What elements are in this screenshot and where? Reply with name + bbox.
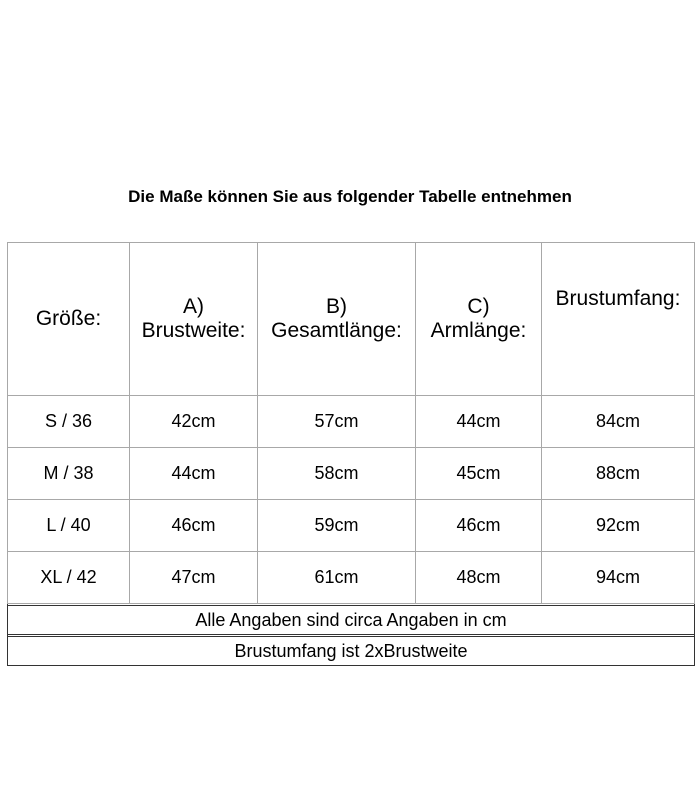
- cell-armlaenge: 44cm: [416, 396, 542, 448]
- cell-brustweite: 47cm: [130, 552, 258, 604]
- header-armlaenge: [416, 243, 542, 396]
- header-size: [8, 243, 130, 396]
- cell-brustumfang: 92cm: [542, 500, 695, 552]
- page-title: Die Maße können Sie aus folgender Tabelle entnehmen: [128, 187, 572, 206]
- cell-brustweite: 42cm: [130, 396, 258, 448]
- cell-size: M / 38: [8, 448, 130, 500]
- header-gesamtlaenge-prefix: B): [326, 295, 347, 318]
- header-armlaenge-label: Armlänge:: [430, 319, 527, 342]
- cell-armlaenge: 45cm: [416, 448, 542, 500]
- cell-brustumfang: 94cm: [542, 552, 695, 604]
- header-size-label: Größe:: [35, 307, 102, 330]
- cell-brustweite: 44cm: [130, 448, 258, 500]
- cell-size: XL / 42: [8, 552, 130, 604]
- table-header-row: [8, 243, 695, 396]
- header-brustweite-prefix: A): [183, 295, 204, 318]
- note-approx-values: Alle Angaben sind circa Angaben in cm: [8, 606, 695, 635]
- header-brustumfang-label: Brustumfang:: [555, 287, 681, 310]
- header-gesamtlaenge: [258, 243, 416, 396]
- table-row: [8, 396, 695, 448]
- header-armlaenge-prefix: C): [467, 295, 490, 318]
- header-gesamtlaenge-label: Gesamtlänge:: [271, 319, 402, 342]
- header-brustumfang: [542, 243, 695, 396]
- cell-armlaenge: 48cm: [416, 552, 542, 604]
- cell-brustumfang: 84cm: [542, 396, 695, 448]
- cell-brustweite: 46cm: [130, 500, 258, 552]
- table-row: [8, 500, 695, 552]
- cell-size: L / 40: [8, 500, 130, 552]
- cell-gesamtlaenge: 58cm: [258, 448, 416, 500]
- table-row: [8, 448, 695, 500]
- table-row: [8, 552, 695, 604]
- header-brustweite-label: Brustweite:: [141, 319, 246, 342]
- cell-brustumfang: 88cm: [542, 448, 695, 500]
- note-chest-circumference: Brustumfang ist 2xBrustweite: [8, 637, 695, 666]
- cell-gesamtlaenge: 57cm: [258, 396, 416, 448]
- cell-gesamtlaenge: 59cm: [258, 500, 416, 552]
- header-brustweite: [130, 243, 258, 396]
- cell-gesamtlaenge: 61cm: [258, 552, 416, 604]
- cell-size: S / 36: [8, 396, 130, 448]
- cell-armlaenge: 46cm: [416, 500, 542, 552]
- size-table: [7, 242, 695, 666]
- table-note-row: [8, 606, 695, 635]
- table-note-row: [8, 637, 695, 666]
